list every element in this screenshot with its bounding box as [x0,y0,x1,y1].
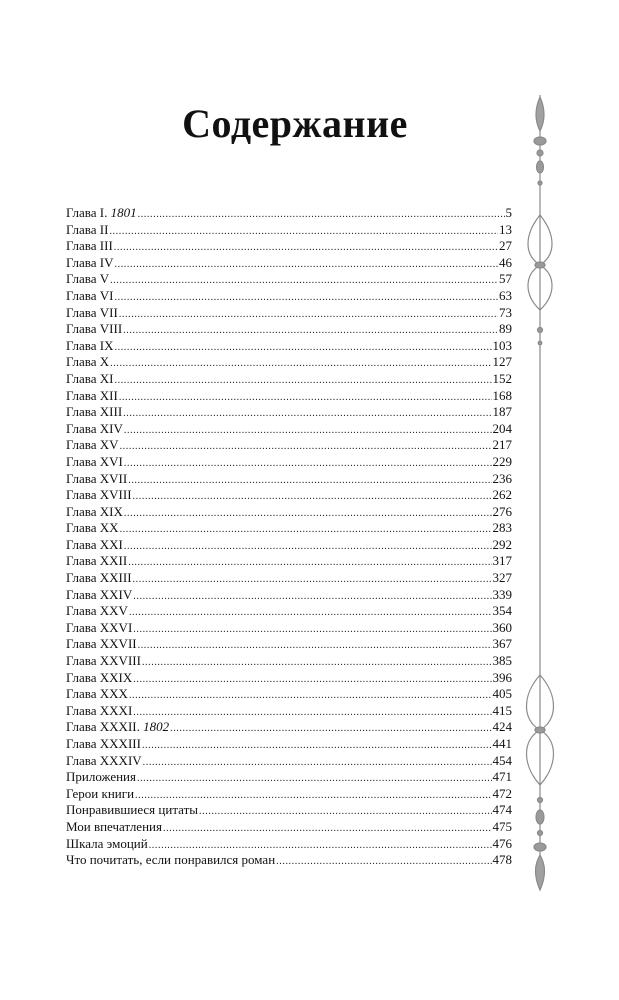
toc-entry-page: 396 [492,669,512,685]
toc-entry-label [66,288,114,305]
dot-leader [133,589,491,606]
toc-entry-label [66,504,123,521]
toc-entry-page: 63 [499,287,512,303]
dot-leader [115,373,492,390]
dot-leader [119,390,492,407]
toc-entry-page: 405 [492,686,512,702]
toc-entry-page: 454 [492,752,512,768]
toc-entry-label [66,454,123,471]
dot-leader [120,439,492,456]
toc-entry-label [66,636,137,653]
toc-entry-title: Глава XXV [66,603,128,619]
toc-entry-label [66,238,113,255]
dot-leader [124,539,492,556]
toc-entry-page: 474 [492,802,512,818]
toc-entry [66,670,512,687]
toc-entry [66,471,512,488]
dot-leader [138,207,505,224]
toc-entry [66,653,512,670]
toc-entry-title: Глава XXXIV [66,752,142,768]
toc-entry-year: 1801 [110,205,137,220]
toc-entry [66,703,512,720]
dot-leader [129,605,492,622]
dot-leader [110,273,498,290]
toc-entry [66,537,512,554]
toc-entry-page: 46 [499,254,512,270]
dot-leader [115,290,499,307]
toc-entry-page: 276 [492,503,512,519]
toc-entry-page: 441 [492,736,512,751]
toc-entry-label [66,736,141,753]
dot-leader [199,804,491,821]
dot-leader [129,688,492,705]
dot-leader [124,506,492,523]
toc-entry-page: 127 [492,354,512,370]
toc-entry-title: Глава XXVII [66,636,137,652]
toc-entry-page: 292 [492,536,512,552]
toc-entry-label [66,719,169,736]
toc-entry-title: Глава VI [66,287,114,303]
toc-entry-title: Глава XIV [66,420,123,436]
dot-leader [142,738,492,755]
dot-leader [133,489,492,506]
toc-entry [66,819,512,836]
toc-entry-label [66,670,132,687]
toc-entry [66,686,512,703]
dot-leader [133,672,491,689]
toc-entry-title: Глава XXI [66,536,123,552]
toc-entry-label [66,703,132,720]
dot-leader [109,224,498,241]
toc-entry [66,454,512,471]
toc-entry [66,288,512,305]
toc-entry-label [66,769,136,786]
toc-entry-title: Глава XXIV [66,586,133,602]
toc-entry-title: Глава XXX [66,686,128,702]
toc-entry-page: 339 [492,586,512,602]
toc-entry-title: Глава XII [66,387,118,403]
toc-entry-label [66,603,128,620]
dot-leader [115,340,492,357]
dot-leader [143,755,492,772]
toc-entry-page: 187 [492,404,512,420]
toc-entry-page: 476 [492,835,512,851]
toc-entry-label [66,404,122,421]
toc-entry-page: 472 [492,785,512,801]
toc-entry-page: 317 [492,553,512,569]
toc-entry-page: 262 [492,487,512,503]
toc-entry [66,222,512,239]
toc-entry [66,321,512,338]
toc-entry-page: 27 [499,238,512,254]
toc-entry-label [66,388,118,405]
dot-leader [133,572,492,589]
toc-entry-page: 89 [499,321,512,337]
toc-entry-label [66,371,114,388]
dot-leader [115,257,499,274]
toc-entry [66,620,512,637]
toc-entry-title: Глава XI [66,370,114,386]
toc-entry-title: Глава XXIX [66,669,133,685]
toc-entry-label [66,354,109,371]
toc-entry [66,404,512,421]
toc-entry-label [66,836,148,853]
page-title: Содержание [182,101,408,146]
toc-entry [66,570,512,587]
toc-entry [66,238,512,255]
toc-entry [66,802,512,819]
toc-entry-title: Глава XXXI [66,702,133,718]
toc-entry-page: 327 [492,570,512,586]
toc-entry [66,205,512,222]
toc-entry [66,719,512,736]
toc-entry-page: 385 [492,653,512,669]
toc-entry-title: Шкала эмоций [66,835,148,851]
toc-entry-page: 57 [499,271,512,287]
toc-entry-label [66,686,128,703]
toc-entry [66,852,512,869]
toc-entry [66,553,512,570]
toc-entry-title: Глава XIX [66,503,123,519]
toc-entry-label [66,487,132,504]
toc-entry [66,786,512,803]
toc-entry-title: Глава XV [66,437,119,453]
toc-entry-page: 415 [492,702,512,718]
toc-entry-title: Глава XXXII. [66,719,140,735]
toc-entry-page: 5 [505,205,512,220]
toc-entry-year: 1802 [143,719,170,735]
dot-leader [137,771,492,788]
dot-leader [124,423,492,440]
dot-leader [120,522,492,539]
toc-entry-title: Глава XXVIII [66,653,141,669]
dot-leader [142,655,492,672]
toc-entry-label [66,852,275,869]
toc-entry-title: Глава VII [66,304,118,320]
toc-entry-label [66,620,132,637]
toc-entry-title: Глава X [66,354,110,370]
dot-leader [133,705,491,722]
toc-entry-label [66,753,142,770]
toc-entry-page: 152 [492,370,512,386]
toc-entry-page: 217 [492,437,512,453]
toc-entry [66,371,512,388]
toc-entry-page: 478 [492,852,512,868]
toc-entry-title: Что почитать, если понравился роман [66,852,276,868]
toc-entry-title: Глава XVII [66,470,128,486]
toc-entry-label [66,255,114,272]
toc-entry-page: 424 [492,719,512,735]
toc-entry-title: Мои впечатления [66,818,162,834]
toc-entry-title: Глава XXVI [66,619,133,635]
toc-entry [66,421,512,438]
toc-entry-label [66,471,127,488]
dot-leader [128,555,491,572]
dot-leader [128,473,491,490]
toc-entry [66,736,512,753]
dot-leader [124,456,492,473]
toc-entry [66,487,512,504]
toc-entry-title: Глава V [66,271,110,287]
toc-entry [66,437,512,454]
toc-entry [66,603,512,620]
toc-entry-title: Глава VIII [66,321,123,337]
dot-leader [114,240,498,257]
toc-entry [66,836,512,853]
toc-entry-title: Приложения [66,769,136,785]
toc-entry-label [66,819,162,836]
toc-entry-title: Понравившиеся цитаты [66,802,199,818]
toc-entry-label [66,802,198,819]
toc-entry [66,388,512,405]
dot-leader [123,323,498,340]
toc-entry-page: 354 [492,603,512,619]
toc-entry-label [66,271,109,288]
toc-entry-title: Глава XXII [66,553,128,569]
toc-entry [66,255,512,272]
toc-entry [66,305,512,322]
toc-entry-label [66,338,114,355]
toc-entry-label [66,205,137,222]
toc-entry [66,271,512,288]
toc-entry-title: Глава IV [66,254,114,270]
toc-entry-page: 367 [492,636,512,652]
toc-entry-label [66,437,119,454]
toc-entry-title: Глава XVIII [66,487,132,503]
toc-entry-title: Глава I. [66,205,108,220]
toc-entry-page: 168 [492,387,512,403]
toc-entry [66,587,512,604]
toc-entry-title: Герои книги [66,785,135,801]
dot-leader [123,406,491,423]
toc-entry-page: 471 [492,769,512,785]
toc-entry-page: 475 [492,818,512,834]
toc-entry-title: Глава XXIII [66,570,132,586]
toc-entry-title: Глава XXXIII [66,736,141,751]
toc-entry-page: 13 [499,221,512,237]
toc-entry-title: Глава III [66,238,113,254]
toc-entry [66,338,512,355]
toc-entry-label [66,553,127,570]
toc-entry-page: 236 [492,470,512,486]
dot-leader [119,307,498,324]
toc-entry [66,504,512,521]
toc-entry-title: Глава XX [66,520,119,536]
toc-entry-label [66,570,132,587]
toc-entry-page: 204 [492,420,512,436]
dot-leader [276,854,491,871]
toc-entry-page: 229 [492,453,512,469]
toc-entry-label [66,520,119,537]
toc-entry-page: 283 [492,520,512,536]
toc-entry-page: 103 [492,337,512,353]
dot-leader [110,356,491,373]
toc-entry [66,520,512,537]
toc-entry-label [66,222,108,239]
vertical-flourish-icon [520,95,560,895]
toc-entry-label [66,786,134,803]
dot-leader [133,622,491,639]
toc-entry-title: Глава II [66,221,109,237]
toc-entry-label [66,653,141,670]
toc-entry-title: Глава XIII [66,404,123,420]
toc-entry-label [66,421,123,438]
dot-leader [163,821,492,838]
toc-entry [66,354,512,371]
toc-entry-page: 73 [499,304,512,320]
toc-entry [66,753,512,770]
toc-entry [66,769,512,786]
toc-entry-title: Глава IX [66,337,114,353]
toc-entry-page: 360 [492,619,512,635]
toc-entry-label [66,537,123,554]
dot-leader [170,721,491,738]
table-of-contents [66,205,512,869]
toc-entry-title: Глава XVI [66,453,123,469]
dot-leader [138,638,492,655]
toc-entry-label [66,321,122,338]
toc-entry-label [66,587,132,604]
toc-entry [66,636,512,653]
toc-entry-label [66,305,118,322]
